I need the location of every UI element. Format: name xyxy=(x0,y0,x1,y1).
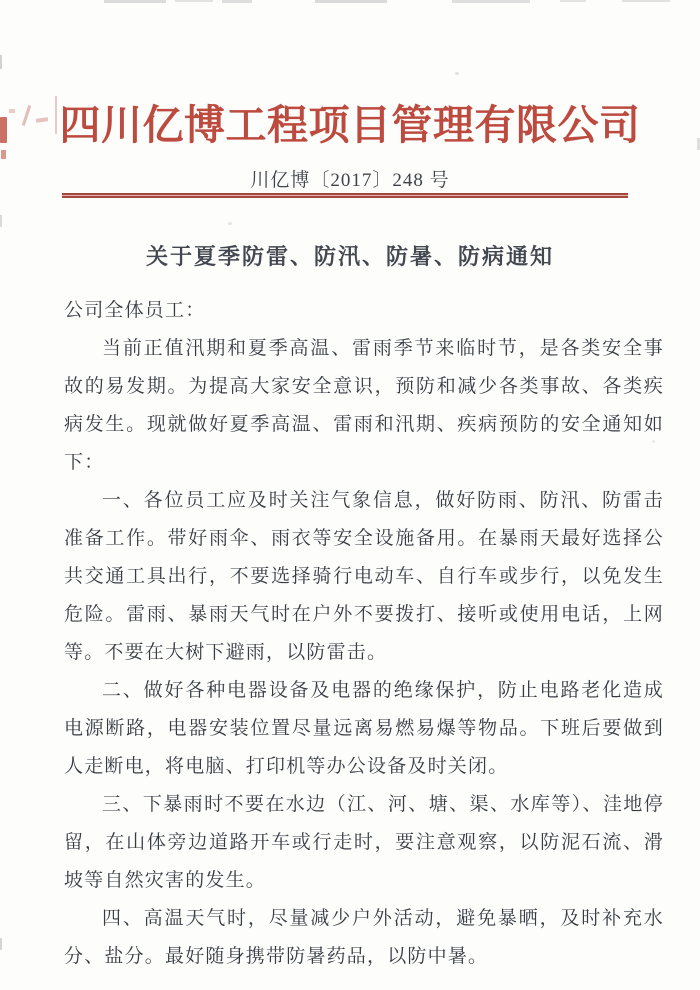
scan-smudge-top xyxy=(315,0,387,3)
scan-speck xyxy=(228,222,232,225)
scan-smudge-top xyxy=(222,0,252,3)
scan-smudge-top xyxy=(622,0,670,2)
scan-smudge-top xyxy=(175,0,213,2)
letterhead-divider-rule xyxy=(62,193,628,198)
scan-smudge-top xyxy=(560,0,586,2)
company-letterhead-title: 四川亿博工程项目管理有限公司 xyxy=(59,102,641,148)
document-number: 川亿博〔2017〕248 号 xyxy=(250,170,450,191)
scan-speck xyxy=(455,72,459,75)
scan-edge-mark xyxy=(0,938,2,950)
scan-red-ink-mark xyxy=(1,150,6,159)
notice-body xyxy=(64,292,664,976)
salutation: 公司全体员工： xyxy=(64,300,206,321)
scan-smudge-top xyxy=(104,0,166,3)
body-paragraph-item-4: 四、高温天气时，尽量减少户外活动，避免暴晒，及时补充水分、盐分。最好随身携带防暑药品，以防中暑。 xyxy=(64,908,664,967)
body-paragraph-item-1: 一、各位员工应及时关注气象信息，做好防雨、防汛、防雷击准备工作。带好雨伞、雨衣等安全设施备用。在暴雨天最好选择公共交通工具出行，不要选择骑行电动车、自行车或步行，以免发生危险。雷雨、暴雨天气时在户外不要拨打、接听或使用电话，上网等。不要在大树下避雨，以防雷击。 xyxy=(64,490,664,663)
scan-edge-mark xyxy=(0,55,2,69)
body-paragraph-item-3: 三、下暴雨时不要在水边（江、河、塘、渠、水库等）、洼地停留，在山体旁边道路开车或行走时，要注意观察，以防泥石流、滑坡等自然灾害的发生。 xyxy=(64,794,664,891)
notice-title: 关于夏季防雷、防汛、防暑、防病通知 xyxy=(145,244,554,269)
scan-edge-mark xyxy=(0,215,2,227)
body-paragraph-intro: 当前正值汛期和夏季高温、雷雨季节来临时节，是各类安全事故的易发期。为提高大家安全意识，预防和减少各类事故、各类疾病发生。现就做好夏季高温、雷雨和汛期、疾病预防的安全通知如下： xyxy=(64,338,664,473)
scan-smudge-top xyxy=(452,0,530,3)
body-paragraph-item-2: 二、做好各种电器设备及电器的绝缘保护，防止电路老化造成电源断路，电器安装位置尽量远离易燃易爆等物品。下班后要做到人走断电，将电脑、打印机等办公设备及时关闭。 xyxy=(64,680,664,777)
